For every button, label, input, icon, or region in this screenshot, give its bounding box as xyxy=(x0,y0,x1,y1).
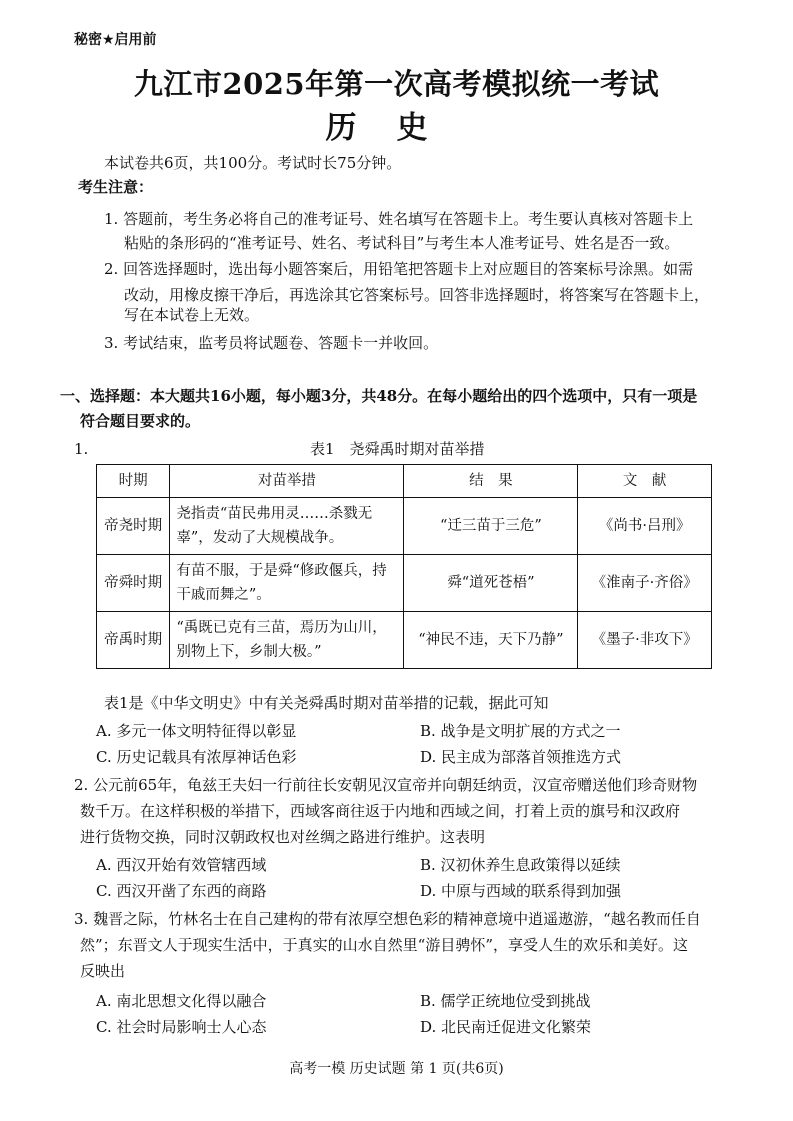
question-stem: 3. 魏晋之际，竹林名士在自己建构的带有浓厚空想色彩的精神意境中逍遥遨游，“越名教而任自 xyxy=(74,910,701,928)
table-caption: 表1 尧舜禹时期对苗举措 xyxy=(310,440,485,458)
table-row xyxy=(97,612,712,669)
question-stem: 表1是《中华文明史》中有关尧舜禹时期对苗举措的记载，据此可知 xyxy=(104,694,549,712)
table-cell: “迁三苗于三危” xyxy=(404,498,578,555)
notice-heading: 考生注意： xyxy=(78,178,154,196)
option-c: C. 社会时局影响士人心态 xyxy=(96,1018,267,1036)
option-b: B. 战争是文明扩展的方式之一 xyxy=(420,722,621,740)
notice-line: 改动，用橡皮擦干净后，再选涂其它答案标号。回答非选择题时，将答案写在答题卡上， xyxy=(124,286,710,304)
exam-title: 九江市2025年第一次高考模拟统一考试 xyxy=(133,67,660,101)
table-header-cell: 时期 xyxy=(97,465,170,498)
page-footer: 高考一模 历史试题 第 1 页(共6页) xyxy=(289,1061,504,1077)
subject-title xyxy=(0,102,793,147)
table-cell: 有苗不服，于是舜“修政偃兵，持干戚而舞之”。 xyxy=(170,555,404,612)
option-d: D. 北民南迁促进文化繁荣 xyxy=(420,1018,592,1036)
table-cell: “神民不违，天下乃静” xyxy=(404,612,578,669)
option-a: A. 南北思想文化得以融合 xyxy=(96,992,267,1010)
table-cell: “禹既已克有三苗，焉历为山川，别物上下，乡制大极。” xyxy=(170,612,404,669)
option-b: B. 儒学正统地位受到挑战 xyxy=(420,992,591,1010)
section-heading: 一、选择题：本大题共16小题，每小题3分，共48分。在每小题给出的四个选项中，只有一项是 xyxy=(60,387,698,405)
notice-line: 2. 回答选择题时，选出每小题答案后，用铅笔把答题卡上对应题目的答案标号涂黑。如需 xyxy=(104,260,694,278)
table-row xyxy=(97,498,712,555)
table-header-row xyxy=(97,465,712,498)
table-cell: 帝舜时期 xyxy=(97,555,170,612)
question-stem-cont: 进行货物交换，同时汉朝政权也对丝绸之路进行维护。这表明 xyxy=(80,828,486,846)
exam-intro: 本试卷共6页，共100分。考试时长75分钟。 xyxy=(104,154,402,172)
table-cell: 《淮南子·齐俗》 xyxy=(578,555,712,612)
notice-line: 粘贴的条形码的“准考证号、姓名、考试科目”与考生本人准考证号、姓名是否一致。 xyxy=(124,234,680,252)
notice-line: 1. 答题前，考生务必将自己的准考证号、姓名填写在答题卡上。考生要认真核对答题卡上 xyxy=(104,210,694,228)
table-cell: 舜“道死苍梧” xyxy=(404,555,578,612)
notice-line: 写在本试卷上无效。 xyxy=(124,306,260,324)
question-stem-cont: 反映出 xyxy=(80,962,126,980)
question-number: 1. xyxy=(74,440,89,458)
section-heading-cont: 符合题目要求的。 xyxy=(80,412,201,430)
measures-table xyxy=(96,464,712,669)
table-cell: 《尚书·吕刑》 xyxy=(578,498,712,555)
table-header-cell: 文 献 xyxy=(578,465,712,498)
option-c: C. 西汉开凿了东西的商路 xyxy=(96,882,267,900)
table-row xyxy=(97,555,712,612)
option-a: A. 多元一体文明特征得以彰显 xyxy=(96,722,297,740)
table-header-cell: 结 果 xyxy=(404,465,578,498)
option-c: C. 历史记载具有浓厚神话色彩 xyxy=(96,748,297,766)
subject-text: 历史 xyxy=(325,110,468,146)
table-cell: 帝尧时期 xyxy=(97,498,170,555)
option-d: D. 中原与西域的联系得到加强 xyxy=(420,882,622,900)
confidential-mark: 秘密★启用前 xyxy=(74,32,157,48)
option-a: A. 西汉开始有效管辖西域 xyxy=(96,856,267,874)
table-header-cell: 对苗举措 xyxy=(170,465,404,498)
question-stem-cont: 数千万。在这样积极的举措下，西域客商往返于内地和西域之间，打着上贡的旗号和汉政府 xyxy=(80,802,681,820)
option-d: D. 民主成为部落首领推选方式 xyxy=(420,748,622,766)
table-cell: 《墨子·非攻下》 xyxy=(578,612,712,669)
question-stem-cont: 然”；东晋文人于现实生活中，于真实的山水自然里“游目骋怀”，享受人生的欢乐和美好。这 xyxy=(80,936,689,954)
table-cell: 帝禹时期 xyxy=(97,612,170,669)
table-cell: 尧指责“苗民弗用灵……杀戮无辜”，发动了大规模战争。 xyxy=(170,498,404,555)
question-stem: 2. 公元前65年，龟兹王夫妇一行前往长安朝见汉宣帝并向朝廷纳贡，汉宣帝赠送他们珍奇财物 xyxy=(74,776,698,794)
option-b: B. 汉初休养生息政策得以延续 xyxy=(420,856,621,874)
notice-line: 3. 考试结束，监考员将试题卷、答题卡一并收回。 xyxy=(104,334,439,352)
